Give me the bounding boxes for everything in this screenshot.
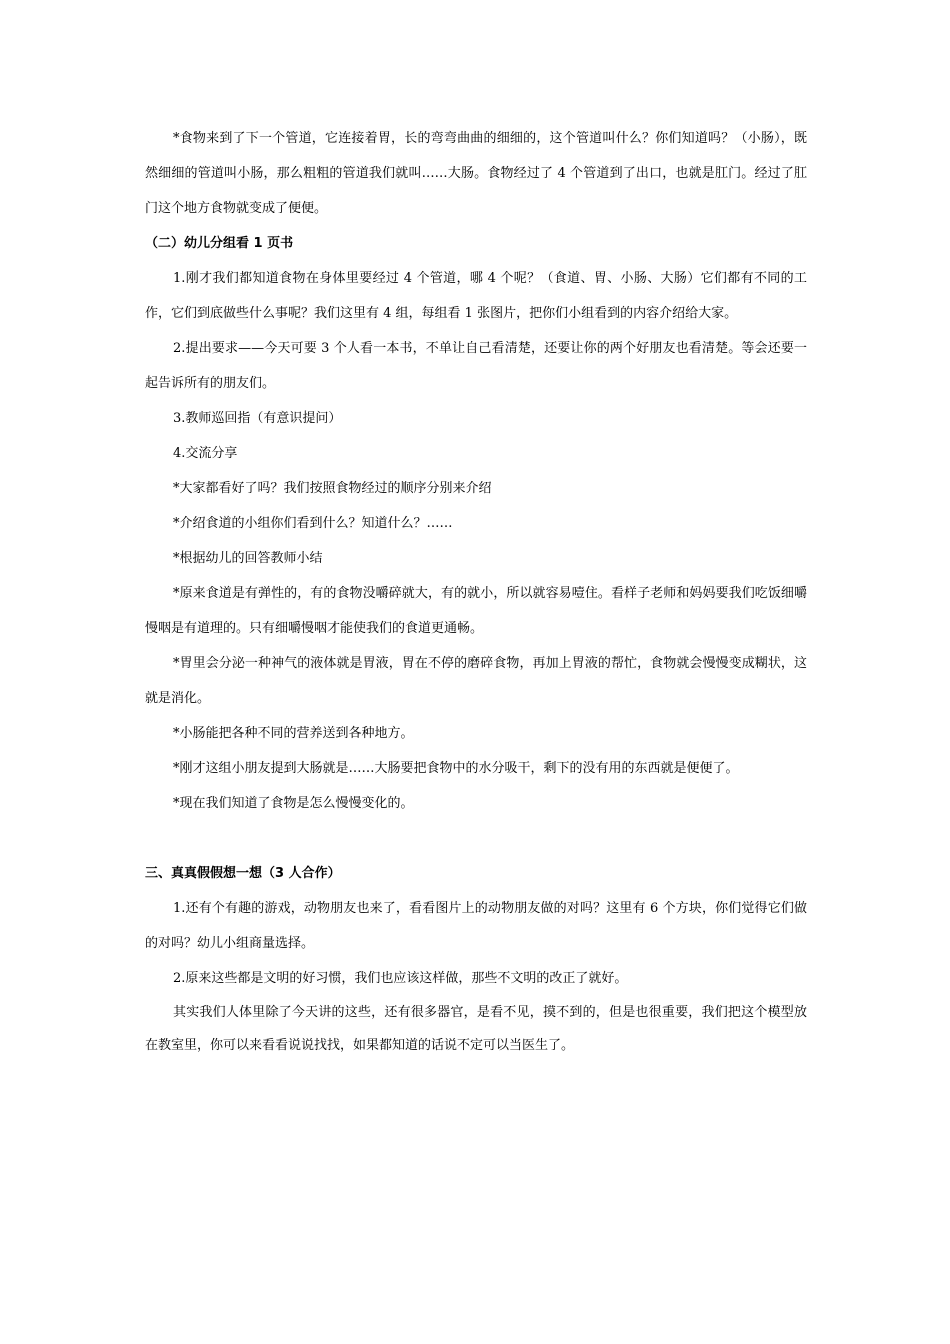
paragraph-game-1: 1.还有个有趣的游戏，动物朋友也来了，看看图片上的动物朋友做的对吗？这里有 6 个方块，你们觉得它们做的对吗？幼儿小组商量选择。 xyxy=(145,901,807,951)
paragraph-bullet-order: *大家都看好了吗？我们按照食物经过的顺序分别来介绍 xyxy=(173,481,492,496)
paragraph-bullet-conclusion: *现在我们知道了食物是怎么慢慢变化的。 xyxy=(173,796,414,811)
paragraph-step-1: 1.刚才我们都知道食物在身体里要经过 4 个管道，哪 4 个呢？（食道、胃、小肠、大肠）它们都有不同的工作，它们到底做些什么事呢？我们这里有 4 组，每组看 1 张图片，把你们小组看到的内容介绍给大家。 xyxy=(145,271,807,321)
paragraph-bullet-esophagus: *原来食道是有弹性的，有的食物没嚼碎就大，有的就小，所以就容易噎住。看样子老师和妈妈要我们吃饭细嚼慢咽是有道理的。只有细嚼慢咽才能使我们的食道更通畅。 xyxy=(145,586,807,636)
paragraph-bullet-esophagus-group: *介绍食道的小组你们看到什么？知道什么？…… xyxy=(173,516,453,531)
paragraph-bullet-teacher-summary: *根据幼儿的回答教师小结 xyxy=(173,551,323,566)
paragraph-closing: 其实我们人体里除了今天讲的这些，还有很多器官，是看不见，摸不到的，但是也很重要，我们把这个模型放在教室里，你可以来看看说说找找，如果都知道的话说不定可以当医生了。 xyxy=(145,1005,807,1053)
paragraph-step-4: 4.交流分享 xyxy=(173,446,238,461)
paragraph-small-intestine-intro: *食物来到了下一个管道，它连接着胃，长的弯弯曲曲的细细的，这个管道叫什么？你们知道吗？（小肠），既然细细的管道叫小肠，那么粗粗的管道我们就叫……大肠。食物经过了 4 个管道到了出口，也就是肛门。经过了肛门这个地方食物就变成了便便。 xyxy=(145,131,807,216)
section-heading-true-false: 三、真真假假想一想（3 人合作） xyxy=(145,866,341,881)
paragraph-bullet-stomach: *胃里会分泌一种神气的液体就是胃液，胃在不停的磨碎食物，再加上胃液的帮忙，食物就会慢慢变成糊状，这就是消化。 xyxy=(145,656,807,706)
paragraph-bullet-small-intestine: *小肠能把各种不同的营养送到各种地方。 xyxy=(173,726,414,741)
paragraph-bullet-large-intestine: *刚才这组小朋友提到大肠就是……大肠要把食物中的水分吸干，剩下的没有用的东西就是便便了。 xyxy=(173,761,739,776)
blank-line xyxy=(145,821,807,856)
paragraph-game-2: 2.原来这些都是文明的好习惯，我们也应该这样做，那些不文明的改正了就好。 xyxy=(173,971,628,986)
paragraph-step-2: 2.提出要求——今天可要 3 个人看一本书，不单让自己看清楚，还要让你的两个好朋友也看清楚。等会还要一起告诉所有的朋友们。 xyxy=(145,341,807,391)
section-heading-group-reading: （二）幼儿分组看 1 页书 xyxy=(145,236,294,251)
paragraph-step-3: 3.教师巡回指（有意识提问） xyxy=(173,411,342,426)
document-page xyxy=(145,121,807,1062)
